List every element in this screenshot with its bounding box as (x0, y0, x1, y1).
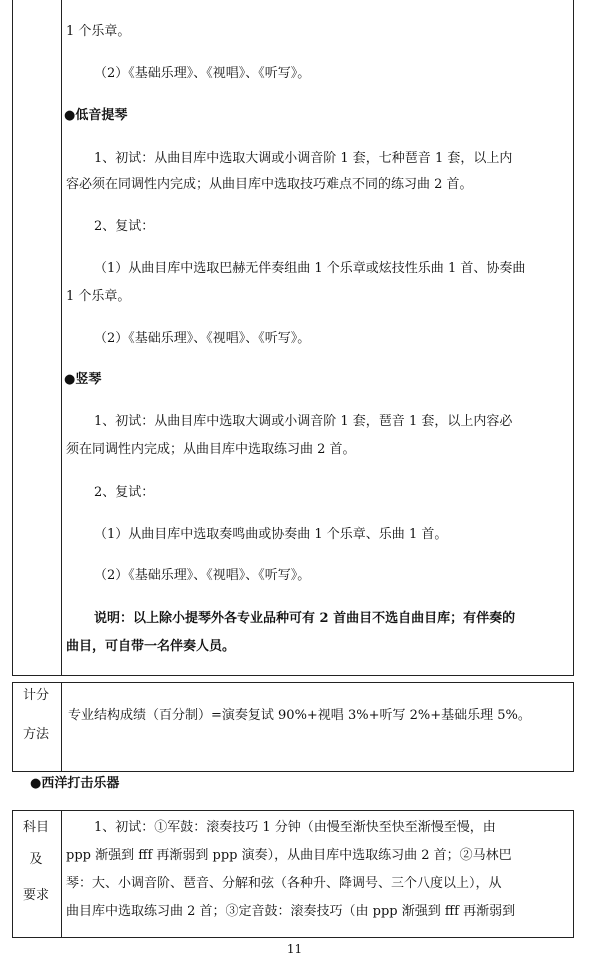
column-divider (61, 683, 62, 771)
section-heading: ●低音提琴 (64, 108, 128, 123)
text-line: （1）从曲目库中选取巴赫无伴奏组曲 1 个乐章或炫技性乐曲 1 首、协奏曲 (94, 261, 526, 276)
text-line: 琴：大、小调音阶、琶音、分解和弦（各种升、降调号、三个八度以上），从 (66, 876, 502, 891)
text-line: （2）《基础乐理》、《视唱》、《听写》。 (94, 331, 311, 346)
section-heading: ●竖琴 (64, 372, 102, 387)
text-line: 容必须在同调性内完成；从曲目库中选取技巧难点不同的练习曲 2 首。 (66, 177, 473, 192)
text-line: 1 个乐章。 (66, 24, 131, 39)
text-line: ppp 渐强到 fff 再渐弱到 ppp 演奏），从曲目库中选取练习曲 2 首；②马林巴 (66, 848, 512, 863)
section-heading-western-percussion: ●西洋打击乐器 (30, 776, 120, 791)
note-line: 曲目，可自带一名伴奏人员。 (66, 639, 236, 654)
text-line: （2）《基础乐理》、《视唱》、《听写》。 (94, 568, 311, 583)
scoring-table (12, 682, 574, 772)
text-line: 1、初试：①军鼓：滚奏技巧 1 分钟（由慢至渐快至快至渐慢至慢，由 (94, 820, 496, 835)
page-number: 11 (286, 942, 303, 956)
scoring-formula: 专业结构成绩（百分制）=演奏复试 90%+视唱 3%+听写 2%+基础乐理 5%。 (68, 708, 531, 723)
text-line: 1、初试：从曲目库中选取大调或小调音阶 1 套，七种琶音 1 套，以上内 (94, 151, 513, 166)
text-line: （2）《基础乐理》、《视唱》、《听写》。 (94, 66, 311, 81)
requirements-label-2: 及 (29, 852, 43, 867)
column-divider (61, 811, 62, 937)
text-line: （1）从曲目库中选取奏鸣曲或协奏曲 1 个乐章、乐曲 1 首。 (94, 527, 448, 542)
text-line: 须在同调性内完成；从曲目库中选取练习曲 2 首。 (66, 442, 356, 457)
note-line: 说明：以上除小提琴外各专业品种可有 2 首曲目不选自曲目库；有伴奏的 (94, 611, 516, 626)
text-line: 2、复试： (94, 219, 155, 234)
text-line: 1、初试：从曲目库中选取大调或小调音阶 1 套，琶音 1 套，以上内容必 (94, 414, 513, 429)
requirements-label-3: 要求 (22, 888, 49, 903)
text-line: 曲目库中选取练习曲 2 首；③定音鼓：滚奏技巧（由 ppp 渐强到 fff 再渐弱到 (66, 904, 516, 919)
scoring-label-top: 计分 (22, 688, 49, 703)
column-divider (61, 0, 62, 675)
text-line: 2、复试： (94, 485, 155, 500)
scoring-label-bottom: 方法 (22, 727, 49, 742)
text-line: 1 个乐章。 (66, 289, 131, 304)
requirements-label-1: 科目 (22, 820, 49, 835)
